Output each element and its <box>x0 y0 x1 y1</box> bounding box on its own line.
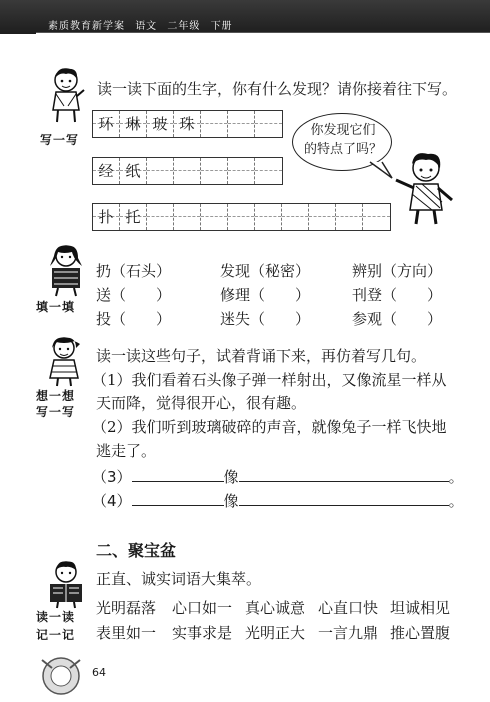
grid-cell[interactable] <box>255 111 282 137</box>
girl-thinking-icon <box>44 336 86 388</box>
boy-pointing-icon <box>392 150 458 226</box>
fill-row-1-col-1: 扔（石头） <box>96 262 172 280</box>
sentence-4-blank-b[interactable] <box>239 491 449 506</box>
badge-fill: 填一填 <box>36 300 76 314</box>
grid-cell[interactable]: 环 <box>93 111 120 137</box>
idiom: 真心诚意 <box>245 599 306 617</box>
sentence-2-line-1: （2）我们听到玻璃破碎的声音，就像兔子一样飞快地 <box>92 418 447 436</box>
section3-instruction: 读一读这些句子，试着背诵下来，再仿着写几句。 <box>96 347 427 365</box>
idiom: 推心置腹 <box>390 624 451 642</box>
sentence-3-blank-b[interactable] <box>239 467 449 482</box>
book-title: 素质教育新学案 <box>48 21 125 32</box>
fill-row-2-col-1[interactable]: 送（ ） <box>96 286 172 304</box>
badge-remember: 记一记 <box>36 628 76 642</box>
idiom: 一言九鼎 <box>318 624 379 642</box>
running-header <box>48 17 239 32</box>
grid-cell[interactable]: 扑 <box>93 204 120 230</box>
sentence-3-xiang: 像 <box>223 468 239 486</box>
grid-cell[interactable] <box>147 204 174 230</box>
grid-cell[interactable] <box>228 158 255 184</box>
badge-write-2: 写一写 <box>36 405 76 419</box>
sentence-3-row <box>92 466 464 487</box>
volume: 下册 <box>210 21 233 32</box>
bubble-line-2: 的特点了吗？ <box>303 142 382 157</box>
grid-cell[interactable] <box>282 204 309 230</box>
grid-cell[interactable] <box>174 204 201 230</box>
char-grid-row-1 <box>92 110 283 138</box>
fill-row-1-col-2: 发现（秘密） <box>220 262 311 280</box>
badge-think: 想一想 <box>36 389 76 403</box>
grid-cell[interactable]: 珠 <box>174 111 201 137</box>
fill-row-1-col-3: 辨别（方向） <box>352 262 443 280</box>
idiom: 实事求是 <box>172 624 233 642</box>
grid-cell[interactable] <box>174 158 201 184</box>
char-grid-row-3 <box>92 203 391 231</box>
fill-row-3-col-1[interactable]: 投（ ） <box>96 310 172 328</box>
grid-cell[interactable] <box>309 204 336 230</box>
footer-decoration <box>36 650 86 702</box>
grid-cell[interactable] <box>201 158 228 184</box>
idiom: 心口如一 <box>172 599 233 617</box>
badge-read: 读一读 <box>36 610 76 624</box>
sentence-4-row <box>92 490 464 511</box>
sentence-1-line-1: （1）我们看着石头像子弹一样射出，又像流星一样从 <box>92 371 447 389</box>
fill-row-2-col-3[interactable]: 刊登（ ） <box>352 286 443 304</box>
section1-instruction: 读一读下面的生字，你有什么发现？请你接着往下写。 <box>97 80 458 98</box>
part2-instruction: 正直、诚实词语大集萃。 <box>96 570 262 588</box>
grid-cell[interactable] <box>147 158 174 184</box>
grid-cell[interactable]: 经 <box>93 158 120 184</box>
subject: 语文 <box>135 21 158 32</box>
grade: 二年级 <box>167 21 201 32</box>
badge-write: 写一写 <box>40 133 80 147</box>
grid-cell[interactable] <box>255 158 282 184</box>
grid-cell[interactable]: 纸 <box>120 158 147 184</box>
idiom: 光明磊落 <box>96 599 157 617</box>
sentence-4-blank-a[interactable] <box>132 491 224 506</box>
idiom: 心直口快 <box>318 599 379 617</box>
page-number: 64 <box>92 666 106 679</box>
header-rule <box>36 32 490 36</box>
grid-cell[interactable]: 玻 <box>147 111 174 137</box>
fill-row-3-col-2[interactable]: 迷失（ ） <box>220 310 311 328</box>
grid-cell[interactable]: 琳 <box>120 111 147 137</box>
boy-reading-icon <box>44 560 88 610</box>
sentence-3-blank-a[interactable] <box>132 467 224 482</box>
sentence-1-line-2: 天而降，觉得很开心，很有趣。 <box>96 394 307 412</box>
grid-cell[interactable] <box>228 204 255 230</box>
sentence-4-prefix: （4） <box>92 492 132 510</box>
sentence-4-period: 。 <box>448 492 464 510</box>
grid-cell[interactable] <box>255 204 282 230</box>
grid-cell[interactable] <box>336 204 363 230</box>
fill-row-3-col-3[interactable]: 参观（ ） <box>352 310 443 328</box>
char-grid-row-2 <box>92 157 283 185</box>
grid-cell[interactable] <box>228 111 255 137</box>
grid-cell[interactable]: 托 <box>120 204 147 230</box>
sentence-3-period: 。 <box>448 468 464 486</box>
sentence-2-line-2: 逃走了。 <box>96 442 157 460</box>
grid-cell[interactable] <box>363 204 390 230</box>
sentence-3-prefix: （3） <box>92 468 132 486</box>
part2-title: 二、聚宝盆 <box>96 541 177 560</box>
grid-cell[interactable] <box>201 111 228 137</box>
grid-cell[interactable] <box>201 204 228 230</box>
boy-writing-icon <box>46 66 88 126</box>
bubble-text <box>302 121 384 159</box>
sentence-4-xiang: 像 <box>223 492 239 510</box>
idiom: 光明正大 <box>245 624 306 642</box>
fill-row-2-col-2[interactable]: 修理（ ） <box>220 286 311 304</box>
idiom: 表里如一 <box>96 624 157 642</box>
idiom: 坦诚相见 <box>390 599 451 617</box>
bubble-line-1: 你发现它们 <box>310 123 376 138</box>
girl-reading-icon <box>44 244 88 298</box>
